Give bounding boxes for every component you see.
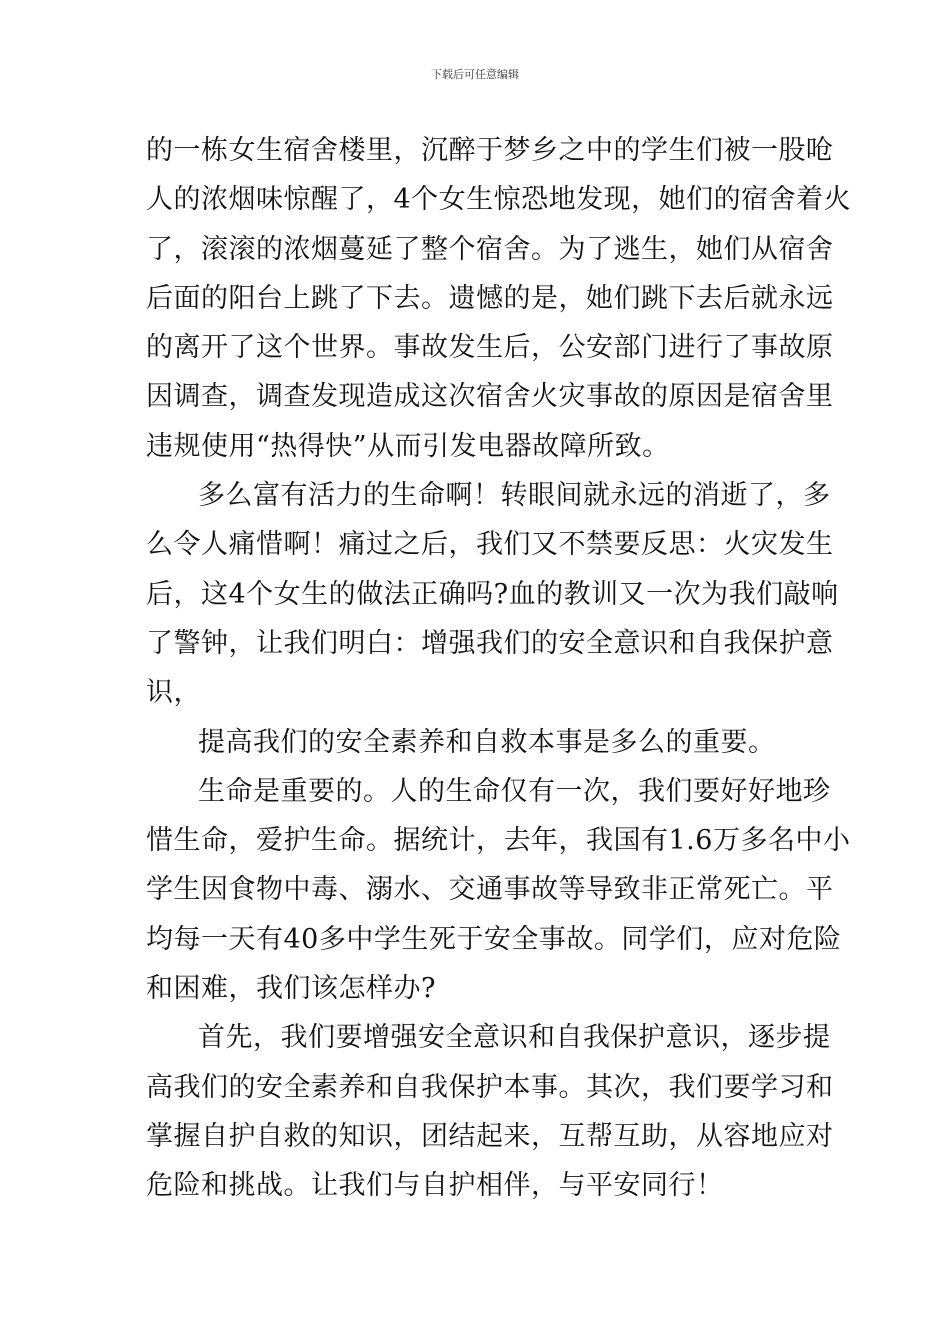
text-line: 了，滚滚的浓烟蔓延了整个宿舍。为了逃生，她们从宿舍 <box>146 233 834 265</box>
text-line: 么令人痛惜啊！痛过之后，我们又不禁要反思：火灾发生 <box>146 529 834 561</box>
text-line: 的离开了这个世界。事故发生后，公安部门进行了事故原 <box>146 332 834 364</box>
text-line: 均每一天有40多中学生死于安全事故。同学们，应对危险 <box>146 923 842 955</box>
text-line: 和困难，我们该怎样办? <box>146 973 436 1005</box>
text-line: 了警钟，让我们明白：增强我们的安全意识和自我保护意 <box>146 627 834 659</box>
text-line: 违规使用“热得快”从而引发电器故障所致。 <box>146 430 670 462</box>
paragraph-1 <box>146 126 852 471</box>
header-note: 下载后可任意编辑 <box>431 68 519 81</box>
text-line: 生命是重要的。人的生命仅有一次，我们要好好地珍 <box>198 775 831 807</box>
text-line: 后面的阳台上跳了下去。遗憾的是，她们跳下去后就永远 <box>146 282 834 314</box>
paragraph-4 <box>146 767 851 1013</box>
document-body <box>146 126 852 1211</box>
text-line: 因调查，调查发现造成这次宿舍火灾事故的原因是宿舍里 <box>146 381 834 413</box>
paragraph-3 <box>146 718 808 767</box>
paragraph-5 <box>146 1013 834 1210</box>
text-line: 人的浓烟味惊醒了，4个女生惊恐地发现，她们的宿舍着火 <box>146 184 852 216</box>
text-line: 首先，我们要增强安全意识和自我保护意识，逐步提 <box>198 1022 831 1054</box>
text-line: 惜生命，爱护生命。据统计，去年，我国有1.6万多名中小 <box>146 825 851 857</box>
paragraph-2 <box>146 471 839 717</box>
text-line: 多么富有活力的生命啊！转眼间就永远的消逝了，多 <box>198 480 831 512</box>
text-line: 掌握自护自救的知识，团结起来，互帮互助，从容地应对 <box>146 1120 834 1152</box>
text-line: 高我们的安全素养和自我保护本事。其次，我们要学习和 <box>146 1071 834 1103</box>
text-line: 危险和挑战。让我们与自护相伴，与平安同行！ <box>146 1170 724 1202</box>
text-line: 识， <box>146 677 201 709</box>
text-line: 后，这4个女生的做法正确吗?血的教训又一次为我们敲响 <box>146 578 839 610</box>
text-line: 学生因食物中毒、溺水、交通事故等导致非正常死亡。平 <box>146 874 834 906</box>
text-line: 的一栋女生宿舍楼里，沉醉于梦乡之中的学生们被一股呛 <box>146 135 834 166</box>
text-line: 提高我们的安全素养和自救本事是多么的重要。 <box>198 726 776 758</box>
